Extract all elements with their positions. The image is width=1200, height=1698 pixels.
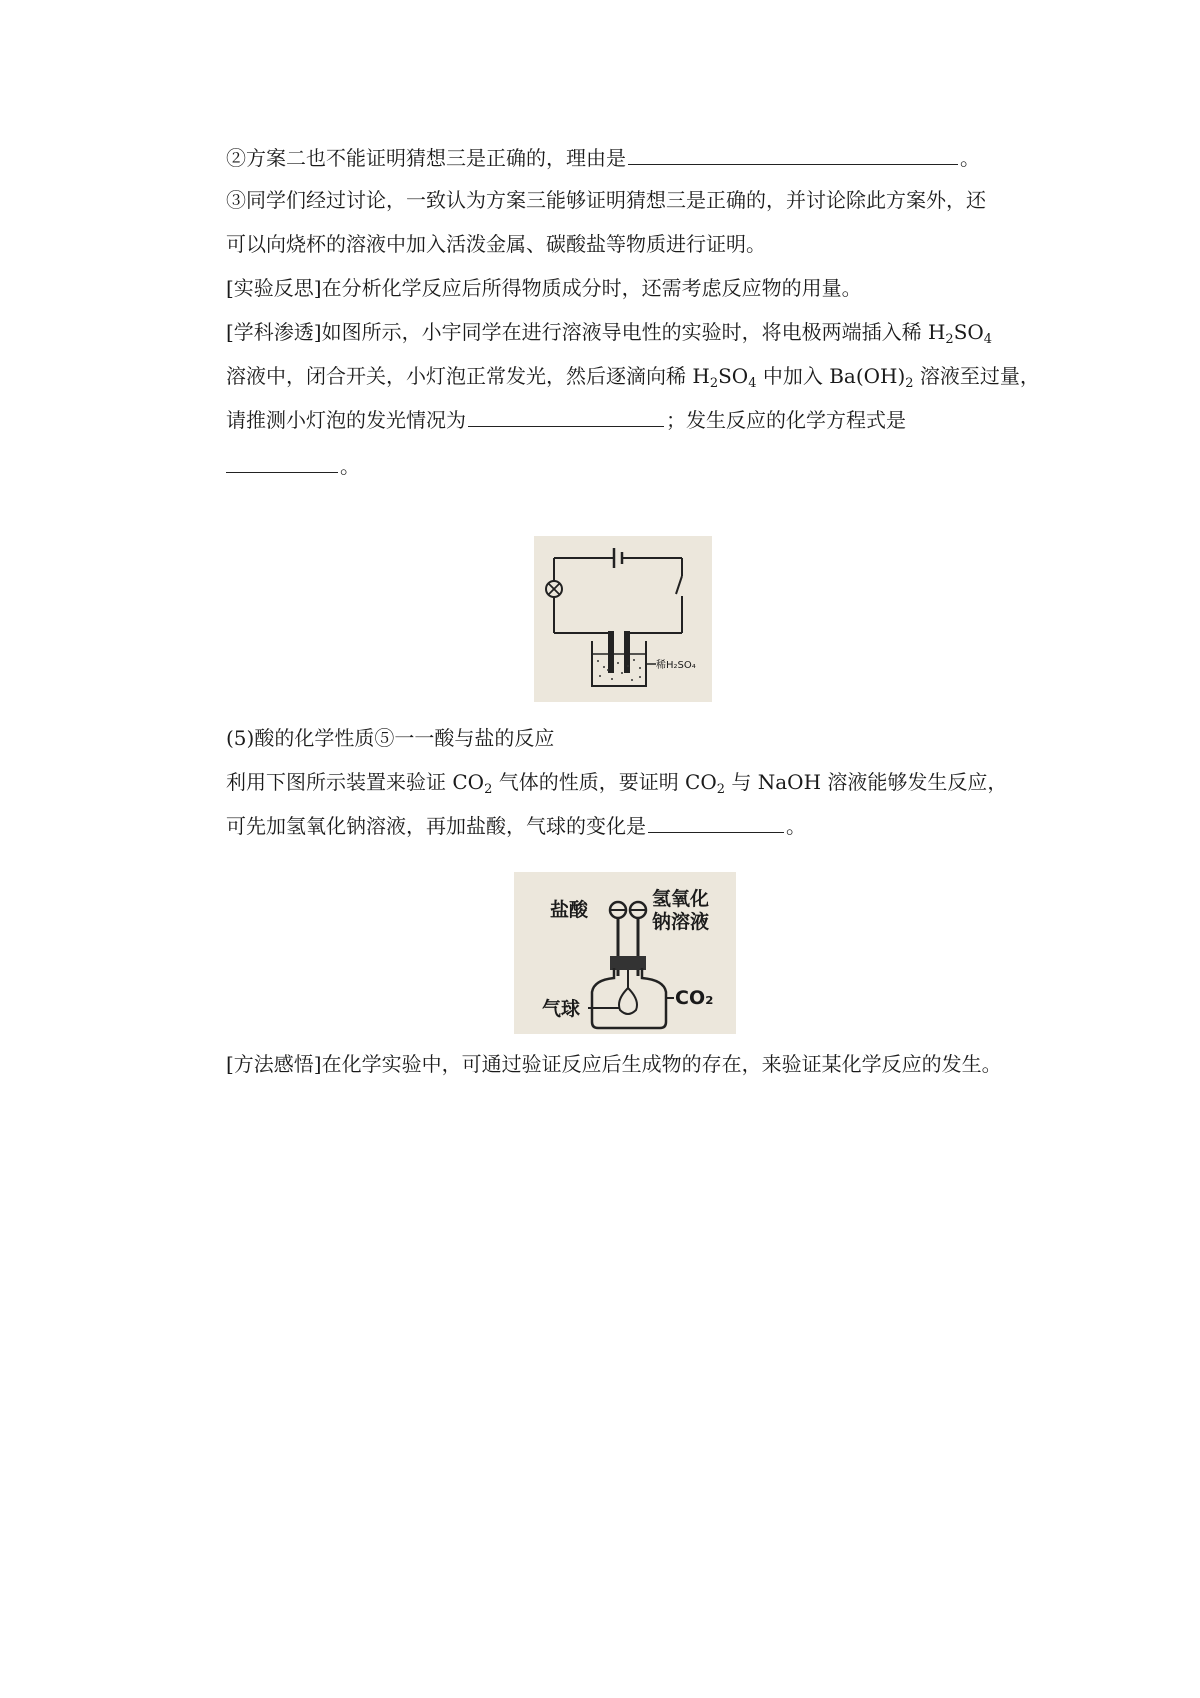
co2-label: CO₂ [675, 987, 714, 1009]
text-segment: 气体的性质，要证明 CO [492, 770, 717, 794]
text-segment: 可先加氢氧化钠溶液，再加盐酸，气球的变化是 [226, 814, 646, 838]
switch-icon [676, 576, 682, 594]
question-3-line-2: 可以向烧杯的溶液中加入活泼金属、碳酸盐等物质进行证明。 [226, 232, 766, 256]
text-segment: SO [953, 320, 984, 344]
subscript: 2 [716, 782, 726, 797]
balloon-icon [619, 988, 637, 1014]
question-2-text: ②方案二也不能证明猜想三是正确的，理由是 [226, 146, 626, 170]
method-insight: [方法感悟]在化学实验中，可通过验证反应后生成物的存在，来验证某化学反应的发生。 [226, 1052, 1002, 1076]
text-segment: SO [718, 364, 749, 388]
cross-discipline-line-2 [226, 362, 1040, 390]
subscript: 2 [945, 332, 954, 347]
answer-blank-reason[interactable] [628, 146, 958, 165]
subscript: 4 [748, 376, 757, 391]
subscript: 2 [709, 376, 719, 391]
electrode [624, 631, 630, 673]
period: 。 [340, 454, 360, 478]
answer-blank-equation[interactable] [226, 454, 338, 473]
cross-discipline-line-4 [226, 452, 360, 480]
text-segment: 利用下图所示装置来验证 CO [226, 770, 485, 794]
subscript: 2 [905, 376, 914, 391]
hydrochloric-acid-label: 盐酸 [550, 899, 589, 921]
sodium-hydroxide-label-line-1: 氢氧化 [652, 888, 710, 910]
sodium-hydroxide-label-line-2: 钠溶液 [652, 911, 710, 933]
answer-blank-bulb[interactable] [468, 408, 664, 427]
question-2-line [226, 144, 980, 172]
stopper [610, 956, 646, 970]
text-segment: 溶液至过量， [913, 364, 1040, 388]
cross-discipline-line-1 [226, 318, 992, 346]
period: 。 [786, 814, 806, 838]
period: 。 [960, 146, 980, 170]
balloon-label: 气球 [542, 998, 581, 1020]
text-segment: 与 NaOH 溶液能够发生反应， [725, 770, 1008, 794]
text-segment: ；发生反应的化学方程式是 [666, 408, 906, 432]
subscript: 4 [983, 332, 993, 347]
electrode [608, 631, 614, 673]
text-segment: [学科渗透]如图所示，小宇同学在进行溶液导电性的实验时，将电极两端插入稀 H [226, 320, 946, 344]
circuit-figure [534, 536, 712, 702]
cross-discipline-line-3 [226, 406, 906, 434]
question-3-line-1: ③同学们经过讨论，一致认为方案三能够证明猜想三是正确的，并讨论除此方案外，还 [226, 188, 986, 212]
text-segment: 中加入 Ba(OH) [756, 364, 906, 388]
text-segment: 溶液中，闭合开关，小灯泡正常发光，然后逐滴向稀 H [226, 364, 710, 388]
dilute-sulfuric-acid-label: 稀H₂SO₄ [656, 660, 696, 671]
balloon-apparatus-diagram [514, 872, 736, 1034]
subscript: 2 [484, 782, 493, 797]
section-5-title: (5)酸的化学性质⑤一一酸与盐的反应 [226, 726, 555, 750]
experiment-reflection: [实验反思]在分析化学反应后所得物质成分时，还需考虑反应物的用量。 [226, 276, 862, 300]
answer-blank-balloon[interactable] [648, 814, 784, 833]
section-5-line-1 [226, 768, 1007, 796]
beaker [592, 641, 646, 686]
liquid-dots [597, 659, 641, 681]
circuit-diagram [534, 536, 712, 702]
balloon-apparatus-figure [514, 872, 736, 1034]
text-segment: 请推测小灯泡的发光情况为 [226, 408, 466, 432]
section-5-line-2 [226, 812, 806, 840]
